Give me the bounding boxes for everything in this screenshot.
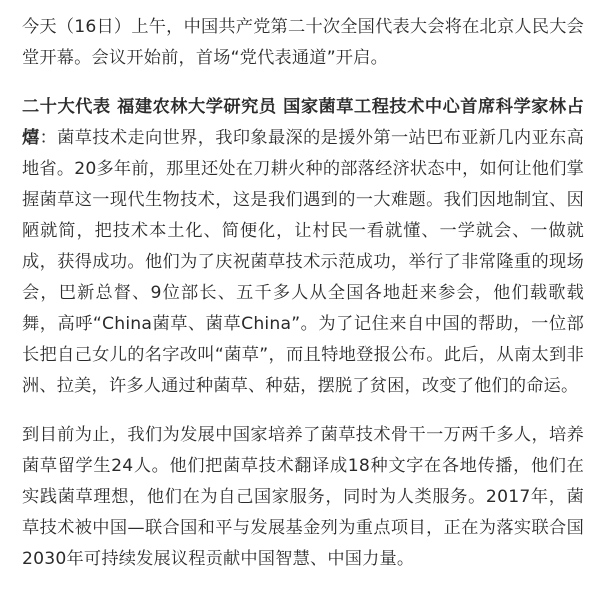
speech-text-1: ：菌草技术走向世界，我印象最深的是援外第一站巴布亚新几内亚东高地省。20多年前，那里还处在刀耕火种的部落经济状态中，如何让他们掌握菌草这一现代生物技术，这是我们遇到的一大难题。我们因地制宜、因陋就简，把技术本土化、简便化，让村民一看就懂、一学就会、一做就成，获得成功。他们为了庆祝菌草技术示范成功，举行了非常隆重的现场会，巴新总督、9位部长、五千多人从全国各地赶来参会，他们载歌载舞，高呼“China菌草、菌草China”。为了记住来自中国的帮助，一位部长把自己女儿的名字改叫“菌草”，而且特地登报公布。此后，从南太到非洲、拉美，许多人通过种菌草、种菇，摆脱了贫困，改变了他们的命运。 (22, 128, 585, 396)
speaker-name: 二十大代表 福建农林大学研究员 国家菌草工程技术中心首席科学家林占熺 (22, 97, 584, 148)
intro-paragraph: 今天（16日）上午，中国共产党第二十次全国代表大会将在北京人民大会堂开幕。会议开始前，首场“党代表通道”开启。 (22, 17, 584, 68)
speech-paragraph-1 (22, 92, 584, 402)
speech-paragraph-2: 到目前为止，我们为发展中国家培养了菌草技术骨干一万两千多人，培养菌草留学生24人。他们把菌草技术翻译成18种文字在各地传播，他们在实践菌草理想，他们在为自己国家服务，同时为人类服务。2017年，菌草技术被中国—联合国和平与发展基金列为重点项目，正在为落实联合国2030年可持续发展议程贡献中国智慧、中国力量。 (22, 425, 584, 569)
article-body (22, 12, 584, 575)
